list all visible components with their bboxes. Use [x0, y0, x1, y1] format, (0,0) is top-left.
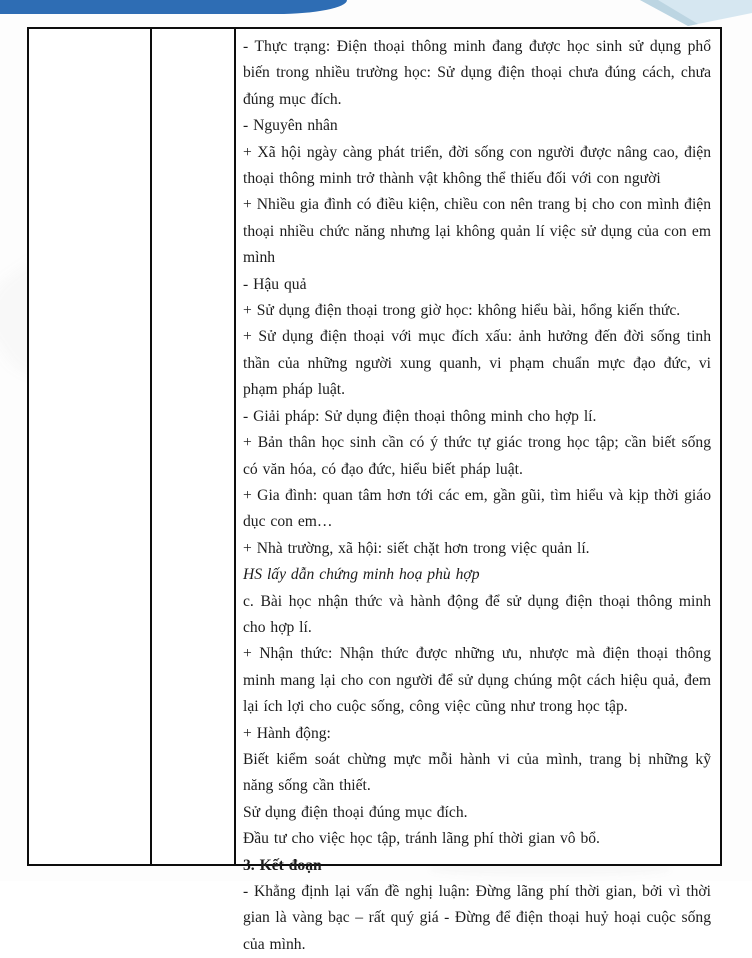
content-paragraph: + Hành động:	[243, 724, 331, 742]
content-paragraph: + Nhà trường, xã hội: siết chặt hơn trong việc quản lí.	[243, 539, 590, 557]
content-paragraph: + Nhiều gia đình có điều kiện, chiều con nên trang bị cho con mình điện thoại nhiều chức năng nhưng lại không quản lí việc sử dụng của con em mình	[243, 196, 711, 267]
table-cell-empty-left	[29, 29, 152, 864]
content-paragraph: + Bản thân học sinh cần có ý thức tự giác trong học tập; cần biết sống có văn hóa, có đạo đức, hiểu biết pháp luật.	[243, 434, 711, 478]
content-paragraph: + Xã hội ngày càng phát triển, đời sống con người được nâng cao, điện thoại thông minh trở thành vật không thể thiếu đối với con người	[243, 143, 711, 188]
table-cell-empty-middle	[152, 29, 236, 864]
content-paragraph: - Giải pháp: Sử dụng điện thoại thông minh cho hợp lí.	[243, 407, 597, 425]
corner-ribbon-decoration	[632, 0, 752, 30]
content-paragraph: - Thực trạng: Điện thoại thông minh đang được học sinh sử dụng phổ biến trong nhiều trường học: Sử dụng điện thoại chưa đúng cách, chưa đúng mục đích.	[243, 38, 711, 108]
content-paragraph: + Gia đình: quan tâm hơn tới các em, gần gũi, tìm hiểu và kịp thời giáo dục con em…	[243, 486, 711, 531]
content-paragraph: - Khẳng định lại vấn đề nghị luận: Đừng lãng phí thời gian, bởi vì thời gian là vàng bạc – rất quý giá - Đừng để điện thoại huỷ hoại cuộc sống của mình.	[243, 883, 711, 953]
content-paragraph: - Hậu quả	[243, 275, 307, 293]
content-paragraph: + Sử dụng điện thoại trong giờ học: không hiểu bài, hổng kiến thức.	[243, 302, 681, 320]
outline-table	[27, 27, 722, 953]
content-paragraph: c. Bài học nhận thức và hành động để sử dụng điện thoại thông minh cho hợp lí.	[243, 592, 711, 636]
content-paragraph: 3. Kết đoạn	[243, 856, 322, 874]
top-blue-banner	[0, 0, 347, 14]
content-paragraph: HS lấy dẫn chứng minh hoạ phù hợp	[243, 566, 480, 584]
content-paragraph: Biết kiểm soát chừng mực mỗi hành vi của mình, trang bị những kỹ năng sống cần thiết.	[243, 750, 711, 795]
content-paragraph: Đầu tư cho việc học tập, tránh lãng phí thời gian vô bổ.	[243, 830, 600, 848]
content-paragraph: + Sử dụng điện thoại với mục đích xấu: ảnh hưởng đến đời sống tinh thần của những người xung quanh, vi phạm chuẩn mực đạo đức, vi phạm pháp luật.	[243, 328, 711, 399]
content-paragraph: - Nguyên nhân	[243, 117, 338, 135]
content-paragraph: Sử dụng điện thoại đúng mục đích.	[243, 803, 468, 821]
content-paragraph: + Nhận thức: Nhận thức được những ưu, nhược mà điện thoại thông minh mang lại cho con người để sử dụng chúng một cách hiệu quả, đem lại ích lợi cho cuộc sống, công việc cũng như trong học tập.	[243, 645, 711, 716]
table-cell-content	[236, 29, 720, 953]
